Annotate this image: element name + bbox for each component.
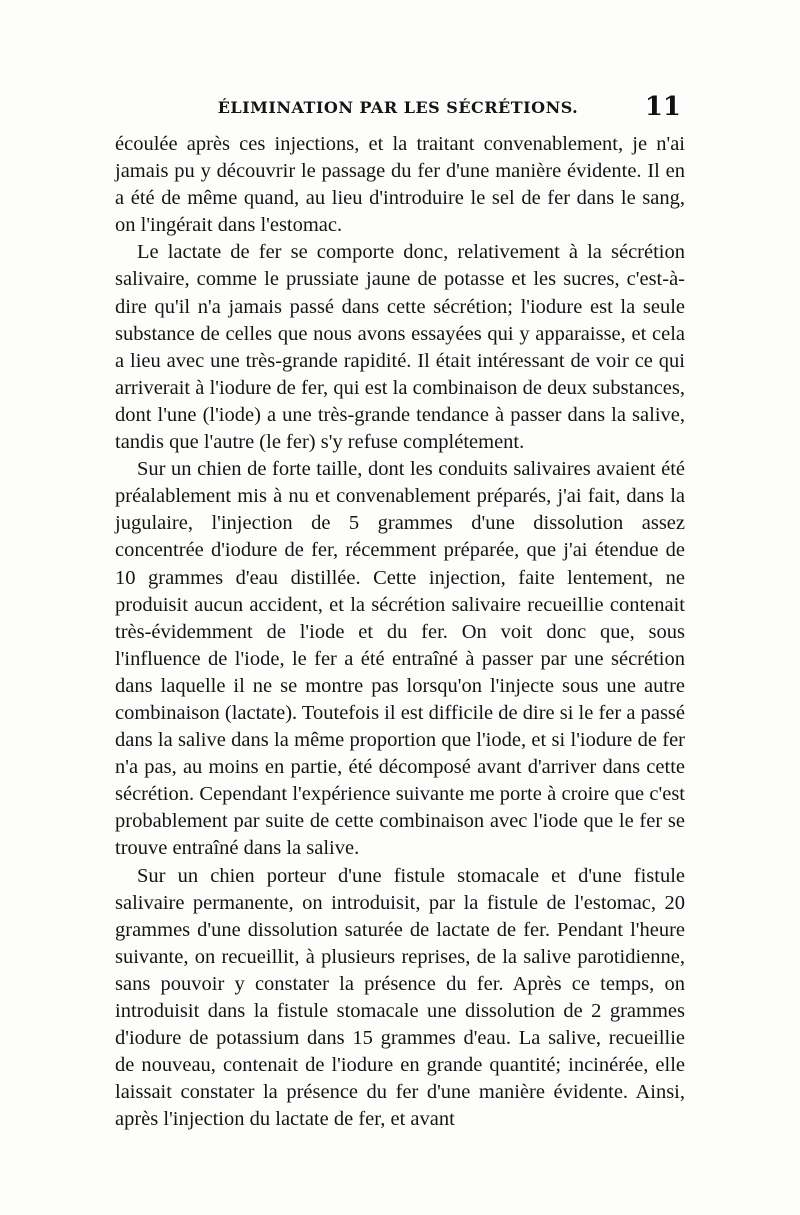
running-title: ÉLIMINATION PAR LES SÉCRÉTIONS. bbox=[217, 98, 579, 117]
paragraph-1: écoulée après ces injections, et la traitant convenablement, je n'ai jamais pu y découvrir le passage du fer d'une manière évidente. Il en a été de même quand, au lieu d'introduire le sel de fer dans le sang, on l'ingérait dans l'estomac. bbox=[115, 133, 685, 237]
paragraph-2: Le lactate de fer se comporte donc, relativement à la sécrétion salivaire, comme le prussiate jaune de potasse et les sucres, c'est-à-dire qu'il n'a jamais passé dans cette sécrétion; l'iodure est la seule substance de celles que nous avons essayées qui y apparaisse, et cela a lieu avec une très-grande rapidité. Il était intéressant de voir ce qui arriverait à l'iodure de fer, qui est la combinaison de deux substances, dont l'une (l'iode) a une très-grande tendance à passer dans la salive, tandis que l'autre (le fer) s'y refuse complétement. bbox=[115, 241, 685, 454]
paragraph-3: Sur un chien de forte taille, dont les conduits salivaires avaient été préalablement mis à nu et convenablement préparés, j'ai fait, dans la jugulaire, l'injection de 5 grammes d'une dissolution assez concentrée d'iodure de fer, récemment préparée, que j'ai étendue de 10 grammes d'eau distillée. Cette injection, faite lentement, ne produisit aucun accident, et la sécrétion salivaire recueillie contenait très-évidemment de l'iode et du fer. On voit donc que, sous l'influence de l'iode, le fer a été entraîné à passer par une sécrétion dans laquelle il ne se montre pas lorsqu'on l'injecte sous une autre combinaison (lactate). Toutefois il est difficile de dire si le fer a passé dans la salive dans la même proportion que l'iode, et si l'iodure de fer n'a pas, au moins en partie, été décomposé avant d'arriver dans cette sécrétion. Cependant l'expérience suivante me porte à croire que c'est probablement par suite de cette combinaison avec l'iode que le fer se trouve entraîné dans la salive. bbox=[115, 458, 685, 860]
paragraph-4: Sur un chien porteur d'une fistule stomacale et d'une fistule salivaire permanente, on introduisit, par la fistule de l'estomac, 20 grammes d'une dissolution saturée de lactate de fer. Pendant l'heure suivante, on recueillit, à plusieurs reprises, de la salive parotidienne, sans pouvoir y constater la présence du fer. Après ce temps, on introduisit dans la fistule stomacale une dissolution de 2 grammes d'iodure de potassium dans 15 grammes d'eau. La salive, recueillie de nouveau, contenait de l'iodure en grande quantité; incinérée, elle laissait constater la présence du fer d'une manière évidente. Ainsi, après l'injection du lactate de fer, et avant bbox=[115, 864, 685, 1131]
page-number: 11 bbox=[644, 92, 681, 122]
body-text bbox=[115, 131, 685, 1133]
page-header bbox=[115, 92, 681, 126]
